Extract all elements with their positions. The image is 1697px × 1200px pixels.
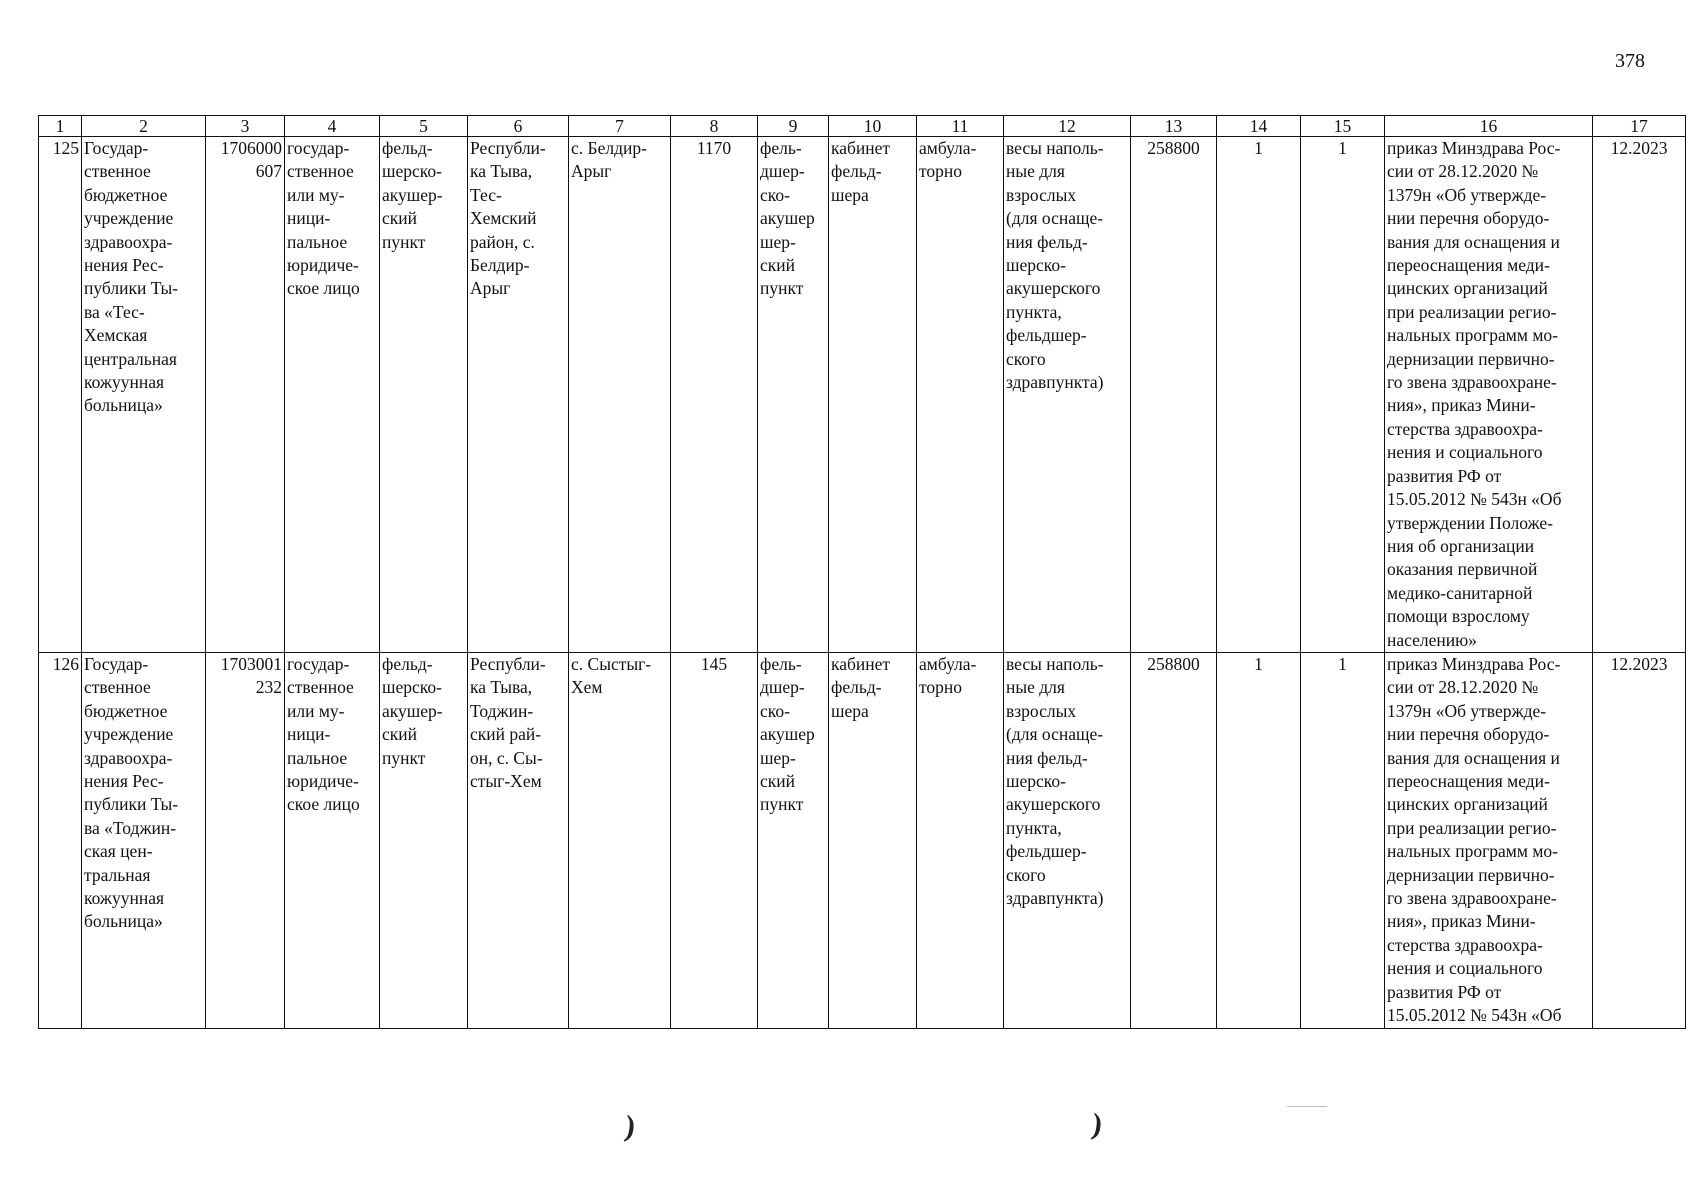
facility-address: Республи- ка Тыва, Тоджин- ский рай- он, с. Сы- стыг-Хем <box>468 653 569 1029</box>
column-header: 15 <box>1301 116 1385 137</box>
column-header: 3 <box>206 116 285 137</box>
column-header: 10 <box>829 116 917 137</box>
scan-artifact-line <box>1287 1106 1327 1107</box>
column-header: 5 <box>380 116 468 137</box>
column-header: 17 <box>1593 116 1686 137</box>
population: 1170 <box>671 137 758 653</box>
legal-form: государ- ственное или му- ници- пальное юридиче- ское лицо <box>285 137 380 653</box>
facility-type: фельд- шерско- акушер- ский пункт <box>380 653 468 1029</box>
row-number: 126 <box>39 653 82 1029</box>
column-header: 11 <box>917 116 1004 137</box>
institution-code: 1703001 232 <box>206 653 285 1029</box>
equipment-name: весы наполь- ные для взрослых (для оснаще- ния фельд- шерско- акушерского пункта, фельдшер- ского здравпункта) <box>1004 137 1131 653</box>
registry-table <box>38 115 1686 1029</box>
facility-type: фельд- шерско- акушер- ский пункт <box>380 137 468 653</box>
column-header: 6 <box>468 116 569 137</box>
institution-code: 1706000 607 <box>206 137 285 653</box>
quantity-required: 1 <box>1217 137 1301 653</box>
quantity-planned: 1 <box>1301 137 1385 653</box>
room: кабинет фельд- шера <box>829 137 917 653</box>
column-header: 8 <box>671 116 758 137</box>
equipment-cost: 258800 <box>1131 137 1217 653</box>
settlement: с. Белдир- Арыг <box>569 137 671 653</box>
settlement: с. Сыстыг- Хем <box>569 653 671 1029</box>
legal-form: государ- ственное или му- ници- пальное юридиче- ское лицо <box>285 653 380 1029</box>
column-header: 4 <box>285 116 380 137</box>
table-row <box>39 137 1686 653</box>
quantity-planned: 1 <box>1301 653 1385 1029</box>
institution-name: Государ- ственное бюджетное учреждение здравоохра- нения Рес- публики Ты- ва «Тоджин- ская цен- тральная кожуунная больница» <box>82 653 206 1029</box>
quantity-required: 1 <box>1217 653 1301 1029</box>
table-row <box>39 653 1686 1029</box>
column-header: 13 <box>1131 116 1217 137</box>
institution-name: Государ- ственное бюджетное учреждение здравоохра- нения Рес- публики Ты- ва «Тес- Хемская центральная кожуунная больница» <box>82 137 206 653</box>
column-header: 16 <box>1385 116 1593 137</box>
room: кабинет фельд- шера <box>829 653 917 1029</box>
care-mode: амбула- торно <box>917 653 1004 1029</box>
regulatory-basis: приказ Минздрава Рос- сии от 28.12.2020 № 1379н «Об утвержде- нии перечня оборудо- вания для оснащения и переоснащения меди- цинских организаций при реализации регио- нальных программ мо- дернизации первично- го звена здравоохране- ния», приказ Мини- стерства здравоохра- нения и социального развития РФ от 15.05.2012 № 543н «Об утверждении Положе- ния об организации оказания первичной медико-санитарной помощи взрослому населению» <box>1385 137 1593 653</box>
care-mode: амбула- торно <box>917 137 1004 653</box>
column-header: 12 <box>1004 116 1131 137</box>
column-header: 14 <box>1217 116 1301 137</box>
column-header: 9 <box>758 116 829 137</box>
column-header: 1 <box>39 116 82 137</box>
row-number: 125 <box>39 137 82 653</box>
page-number: 378 <box>1615 50 1645 72</box>
scan-mark: ) <box>1089 1107 1105 1142</box>
column-header: 7 <box>569 116 671 137</box>
equipment-cost: 258800 <box>1131 653 1217 1029</box>
unit-type: фель- дшер- ско- акушер шер- ский пункт <box>758 137 829 653</box>
facility-address: Республи- ка Тыва, Тес- Хемский район, с. Белдир- Арыг <box>468 137 569 653</box>
unit-type: фель- дшер- ско- акушер шер- ский пункт <box>758 653 829 1029</box>
population: 145 <box>671 653 758 1029</box>
delivery-date: 12.2023 <box>1593 137 1686 653</box>
column-number-row <box>39 116 1686 137</box>
scan-mark: ) <box>622 1109 638 1144</box>
equipment-name: весы наполь- ные для взрослых (для оснаще- ния фельд- шерско- акушерского пункта, фельдшер- ского здравпункта) <box>1004 653 1131 1029</box>
delivery-date: 12.2023 <box>1593 653 1686 1029</box>
column-header: 2 <box>82 116 206 137</box>
regulatory-basis: приказ Минздрава Рос- сии от 28.12.2020 № 1379н «Об утвержде- нии перечня оборудо- вания для оснащения и переоснащения меди- цинских организаций при реализации регио- нальных программ мо- дернизации первично- го звена здравоохране- ния», приказ Мини- стерства здравоохра- нения и социального развития РФ от 15.05.2012 № 543н «Об <box>1385 653 1593 1029</box>
